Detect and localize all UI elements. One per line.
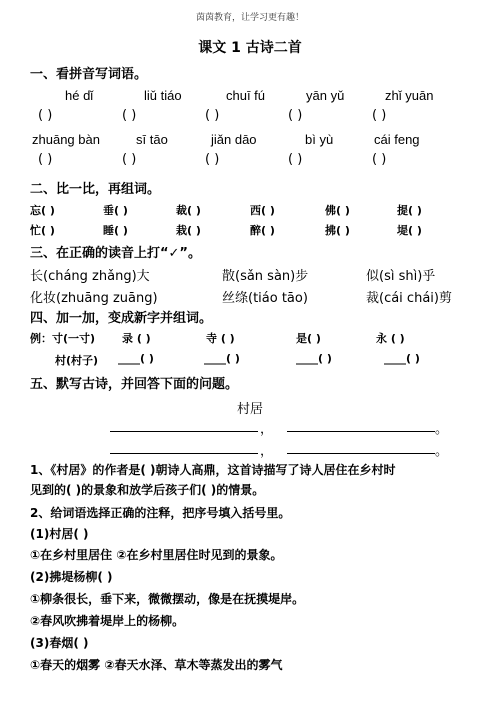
poem-line-blank[interactable] (287, 431, 435, 432)
q2-item-label[interactable]: (3)春烟( ) (30, 636, 89, 650)
compare-item[interactable]: 忙( ) (30, 224, 55, 237)
pronunciation-item[interactable]: 散(sǎn sàn)步 (222, 269, 309, 284)
pinyin-item: zhǐ yuān (385, 88, 434, 103)
pronunciation-item[interactable]: 丝绦(tiáo tāo) (222, 291, 308, 306)
answer-paren[interactable]: ( ) (205, 108, 220, 123)
section-4-heading: 四、加一加，变成新字并组词。 (30, 311, 213, 326)
compare-item[interactable]: 忘( ) (30, 204, 55, 217)
compare-item[interactable]: 佛( ) (325, 204, 350, 217)
q2-option: ②春风吹拂着堤岸上的杨柳。 (30, 614, 185, 628)
answer-paren[interactable]: ( ) (122, 152, 137, 167)
poem-period: 。 (435, 422, 449, 437)
pronunciation-item[interactable]: 似(sì shì)乎 (366, 269, 436, 284)
poem-line-blank[interactable] (110, 453, 258, 454)
q2-options: ①在乡村里居住 ②在乡村里居住时见到的景象。 (30, 548, 283, 562)
answer-paren[interactable]: ( ) (288, 108, 303, 123)
add-item[interactable]: ____( ) (204, 352, 240, 365)
pinyin-item: jiǎn dāo (211, 132, 257, 147)
poem-line-blank[interactable] (287, 453, 435, 454)
add-item: 例：寸(一寸) (30, 332, 96, 345)
compare-item[interactable]: 西( ) (250, 204, 275, 217)
add-item[interactable]: ____( ) (296, 352, 332, 365)
answer-paren[interactable]: ( ) (205, 152, 220, 167)
question-2-intro: 2、给词语选择正确的注释，把序号填入括号里。 (30, 506, 291, 520)
q2-options: ①春天的烟雾 ②春天水泽、草木等蒸发出的雾气 (30, 658, 283, 672)
pronunciation-item[interactable]: 化妆(zhuāng zuāng) (30, 291, 158, 306)
pinyin-item: yān yǔ (306, 88, 345, 103)
add-item: 村(村子) (55, 354, 99, 367)
add-item[interactable]: ____( ) (118, 352, 154, 365)
answer-paren[interactable]: ( ) (372, 152, 387, 167)
pinyin-item: liǔ tiáo (144, 88, 182, 103)
answer-paren[interactable]: ( ) (38, 152, 53, 167)
poem-period: 。 (435, 444, 449, 459)
answer-paren[interactable]: ( ) (122, 108, 137, 123)
compare-item[interactable]: 堤( ) (397, 224, 422, 237)
section-5-heading: 五、默写古诗，并回答下面的问题。 (30, 377, 239, 392)
pinyin-item: hé dǐ (65, 88, 94, 103)
pronunciation-item[interactable]: 长(cháng zhǎng)大 (30, 269, 150, 284)
pinyin-item: chuī fú (226, 88, 266, 103)
q2-item-label[interactable]: (1)村居( ) (30, 527, 89, 541)
question-1-line2: 见到的( )的景象和放学后孩子们( )的情景。 (30, 483, 265, 497)
section-1-heading: 一、看拼音写词语。 (30, 67, 148, 82)
poem-comma: ， (260, 422, 274, 437)
add-item[interactable]: 寺 ( ) (206, 332, 235, 345)
add-item[interactable]: 是( ) (296, 332, 321, 345)
section-2-heading: 二、比一比，再组词。 (30, 182, 161, 197)
page-title: 课文 1 古诗二首 (198, 40, 302, 56)
compare-item[interactable]: 睡( ) (103, 224, 128, 237)
section-3-heading: 三、在正确的读音上打“✓”。 (30, 246, 201, 261)
page-header: 茵茵教育，让学习更有趣！ (195, 13, 304, 23)
answer-paren[interactable]: ( ) (288, 152, 303, 167)
answer-paren[interactable]: ( ) (38, 108, 53, 123)
poem-title: 村居 (236, 402, 263, 417)
pinyin-item: sī tāo (136, 132, 168, 147)
add-item[interactable]: 永 ( ) (376, 332, 405, 345)
compare-item[interactable]: 拂( ) (325, 224, 350, 237)
add-item[interactable]: ____( ) (384, 352, 420, 365)
pinyin-item: bì yù (305, 132, 334, 147)
q2-item-label[interactable]: (2)拂堤杨柳( ) (30, 570, 113, 584)
add-item[interactable]: 录 ( ) (122, 332, 151, 345)
question-1-line1: 1、《村居》的作者是( )朝诗人高鼎，这首诗描写了诗人居住在乡村时 (30, 463, 396, 477)
pronunciation-item[interactable]: 裁(cái chái)剪 (366, 291, 452, 306)
q2-option: ①柳条很长，垂下来，微微摆动，像是在抚摸堤岸。 (30, 592, 305, 606)
compare-item[interactable]: 栽( ) (176, 224, 201, 237)
compare-item[interactable]: 垂( ) (103, 204, 128, 217)
answer-paren[interactable]: ( ) (372, 108, 387, 123)
compare-item[interactable]: 裁( ) (176, 204, 201, 217)
compare-item[interactable]: 醉( ) (250, 224, 275, 237)
poem-line-blank[interactable] (110, 431, 258, 432)
pinyin-item: zhuāng bàn (32, 132, 100, 147)
pinyin-item: cái feng (374, 132, 420, 147)
poem-comma: ， (260, 444, 274, 459)
compare-item[interactable]: 提( ) (397, 204, 422, 217)
